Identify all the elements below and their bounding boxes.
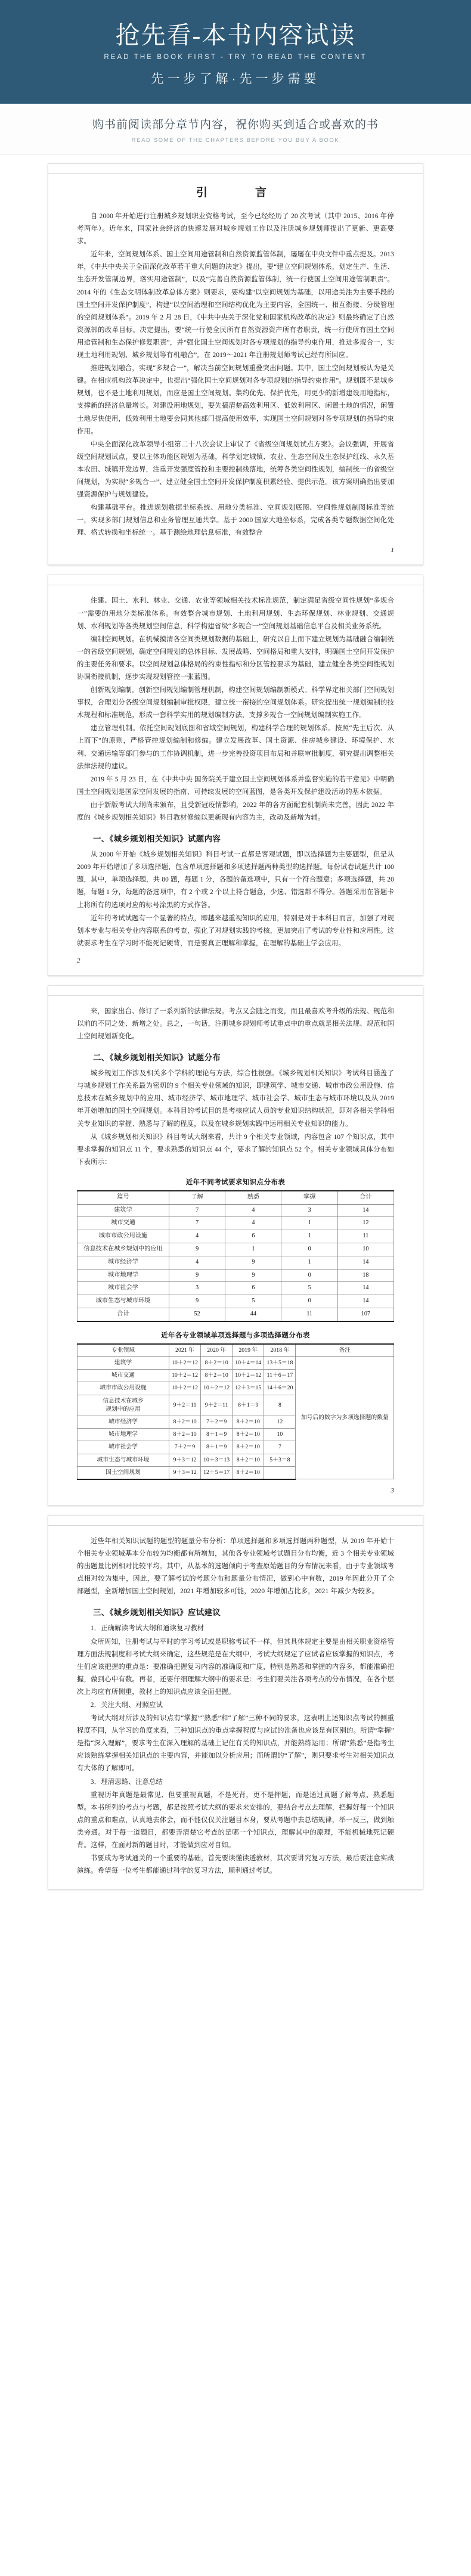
table-cell: 10 bbox=[264, 1429, 296, 1441]
banner-english-tagline: READ THE BOOK FIRST - TRY TO READ THE CONTENT bbox=[104, 54, 367, 61]
paragraph: 重视历年真题是最常见、但要重视真题，不是死背，更不是押题，而是通过真题了解考点、熟悉题型。本书所列的考点与考题，都是按照考试大纲的要求来安排的，要结合考点去理解，把握好每一个知识点的重点和难点，认真地去体会，而不能仅仅关注题目本身，要从考题中去总结规律，举一反三，做到触类旁通。对于每一道题目，都要弄清楚它考查的是哪一个知识点，理解其中的原理，不能机械地死记硬背。这样，在面对新的题目时，才能做到应对自如。 bbox=[77, 1791, 394, 1849]
document-page-1 bbox=[48, 163, 423, 565]
table-cell: 9 bbox=[225, 1269, 281, 1282]
page-top-rule bbox=[48, 173, 423, 174]
paragraph: 建立管理机制。依托空间规划底图和省域空间规划，构建科学合理的规划体系。按照“先主后次、从上而下”的原则，严格管控规划编制和修编。建立发展改革、国土资源、住房城乡建设、环境保护、水利、交通运输等部门参与的工作协调机制，进一步完善投资项目布局和并联审批制度，研究提出调整相关法律法规的建议。 bbox=[77, 725, 394, 770]
table-row-label: 城市交通 bbox=[78, 1370, 169, 1382]
table-cell: 10 bbox=[337, 1243, 393, 1256]
paragraph: 众所周知，注册考试与平时的学习考试或是职称考试不一样，但其具体规定主要是由相关职业资格管理方面法规制度和考试大纲来确定，这些规范是在大纲中，考试大纲规定了应试者应该掌握的知识点，考生们应该把握的重点是：要准确把握复习内容的准确度和广度，特别是熟悉和掌握的内容多，都能准确把握，做到心中有数。再者，还要仔细理解大纲中的要求是：考生们要关注各项考点的分布情况，在各个层次上均应有所侧重，教材上的知识点应该全面把握。 bbox=[77, 1638, 394, 1696]
section-heading: 三、《城乡规划相关知识》应试建议 bbox=[93, 1608, 221, 1618]
table-cell: 1 bbox=[281, 1230, 337, 1243]
table-cell: 3 bbox=[169, 1282, 225, 1295]
table-row-label: 城市社会学 bbox=[78, 1282, 169, 1295]
paragraph: 由于新版考试大纲尚未颁布，且受新冠疫情影响，2022 年的各方面配套机制尚未完善，因此 2022 年度的《城乡规划相关知识》科目教材修编以更新现有内容为主，改动及新增为辅。 bbox=[77, 801, 394, 822]
table-row-label: 建筑学 bbox=[78, 1204, 169, 1217]
table-row-label: 城市市政公用设施 bbox=[78, 1382, 169, 1395]
table-note-cell: 加号后的数字为多项选择题的数量 bbox=[296, 1357, 394, 1479]
section-heading: 一、《城乡规划相关知识》试题内容 bbox=[93, 834, 221, 844]
table-row-label: 城市地理学 bbox=[78, 1269, 169, 1282]
table-caption: 近年各专业领域单项选择题与多项选择题分布表 bbox=[161, 1332, 310, 1339]
paragraph: 近年的考试试题有一个显著的特点，即越来越重视知识的应用，特别是对于本科目而言，加强了对规划本专业与相关专业内容联系的考查，强化了对规划实践的考核，更加突出了考试的专业性和应用性。这就要求考生在学习时不能死记硬背，而是要真正理解和掌握，在理解的基础上学会应用。 bbox=[77, 914, 394, 947]
table-caption: 近年不同考试要求知识点分布表 bbox=[185, 1178, 286, 1186]
table-row bbox=[78, 1282, 394, 1295]
table-cell: 7＋2＝9 bbox=[201, 1416, 233, 1428]
table-cell: 5＋3＝8 bbox=[264, 1454, 296, 1466]
table-cell: 12 bbox=[337, 1217, 393, 1230]
table-column-header: 备注 bbox=[296, 1344, 394, 1357]
table-column-header: 熟悉 bbox=[225, 1191, 281, 1204]
table-column-header: 2020 年 bbox=[201, 1344, 233, 1357]
table-header-row bbox=[78, 1344, 394, 1357]
table-cell: 4 bbox=[169, 1256, 225, 1269]
table-column-header: 掌握 bbox=[281, 1191, 337, 1204]
table-row bbox=[78, 1357, 394, 1369]
table-cell: 9＋2＝11 bbox=[201, 1395, 233, 1416]
table-cell: 44 bbox=[225, 1308, 281, 1321]
table-cell: 11＋6＝17 bbox=[264, 1370, 296, 1382]
table-row bbox=[78, 1204, 394, 1217]
paragraph: 书要成为考试通关的一个重要的基础，首先要读懂读透教材，其次要讲究复习方法，最后要注意实战演练。希望每一位考生都能通过科学的复习方法，顺利通过考试。 bbox=[77, 1855, 394, 1875]
paragraph: 城乡规划工作涉及相关多个学科的理论与方法，综合性很强。《城乡规划相关知识》考试科目涵盖了与城乡规划工作关系最为密切的 9 个相关专业领域的知识，即建筑学、城市交通、城市市政公用设施、信息技术在城乡规划中的应用、城市经济学、城市地理学、城市社会学、城市生态与城市环境以及从 2019 年开始增加的国土空间规划。本科目的考试目的是考核应试人员的专业知识结构状况，即对各相关学科相关专业知识的掌握、熟悉与了解的程度，以及在城乡规划实践中运用相关专业知识的能力。 bbox=[77, 1070, 394, 1128]
table-cell: 14 bbox=[337, 1256, 393, 1269]
table-row-label: 城市经济学 bbox=[78, 1256, 169, 1269]
table-cell: 1 bbox=[281, 1256, 337, 1269]
table-cell: 9＋3＝12 bbox=[169, 1454, 200, 1466]
table-cell: 8＋1＝9 bbox=[233, 1395, 264, 1416]
table-cell: 52 bbox=[169, 1308, 225, 1321]
table-cell: 0 bbox=[281, 1269, 337, 1282]
numbered-item-label: 2．关注大纲、对照应试 bbox=[90, 1702, 163, 1709]
table-row-label: 城市生态与城市环境 bbox=[78, 1295, 169, 1308]
table-cell: 14 bbox=[337, 1295, 393, 1308]
document-page-2 bbox=[48, 575, 423, 975]
table-row bbox=[78, 1243, 394, 1256]
table-cell: 8＋2＝10 bbox=[233, 1416, 264, 1428]
table-row bbox=[78, 1308, 394, 1321]
page-top-rule bbox=[48, 1525, 423, 1526]
document-page-3 bbox=[48, 985, 423, 1506]
table-cell: 5 bbox=[281, 1282, 337, 1295]
table-cell: 10＋2＝12 bbox=[169, 1357, 200, 1369]
page-number: 1 bbox=[391, 547, 394, 554]
table-cell: 8＋2＝10 bbox=[233, 1441, 264, 1454]
section-heading: 二、《城乡规划相关知识》试题分布 bbox=[93, 1053, 221, 1063]
table-cell: 9＋2＝11 bbox=[169, 1395, 200, 1416]
table-cell: 4 bbox=[169, 1230, 225, 1243]
paragraph: 自 2000 年开始进行注册城乡规划职业资格考试，至今已经经历了 20 次考试（其中 2015、2016 年停考两年）。近年来，国家社会经济的快速发展对城乡规划工作以及注册城乡规划师提出了更新、更高要求。 bbox=[77, 213, 394, 246]
table-header-row bbox=[78, 1191, 394, 1204]
table-row-label: 城市生态与城市环境 bbox=[78, 1454, 169, 1466]
table-cell: 5 bbox=[225, 1295, 281, 1308]
paragraph: 创新规划编制。创新空间规划编制管理机制，构建空间规划编制新模式。科学界定相关部门空间规划事权，合理划分各级空间规划编制审批权限，建立统一衔接的空间规划体系。研究提出统一规划编制的技术规程和标准规范，形成一套科学实用的规划编制方法，支撑多规合一空间规划编制实施工作。 bbox=[77, 687, 394, 719]
paragraph: 来，国家出台、修订了一系列新的法律法规。考点又会随之而变，而且最喜欢考升级的法规、规范和以前的不同之处、新增之处。总之，一句话，注册城乡规划师考试重点中的重点就是相关法规、规范和国土空间规划新变化。 bbox=[77, 1007, 394, 1041]
banner-subtitle: 先一步了解·先一步需要 bbox=[151, 72, 320, 86]
paragraph: 编制空间规划。在机械摸清各空间类规划数据的基础上，研究以自上而下建立规划为基础融合编制统一的省级空间规划，确定空间规划的总体目标、发展战略、空间格局和重大安排，明确国土空间开发保护的主要任务和要求。以空间规划总体格局的约束性指标和分区管控要求为基础，建立健全各类空间性规划协调衔接机制，逐步实现规划管控一张蓝图。 bbox=[77, 635, 394, 681]
table-cell: 9＋3＝12 bbox=[169, 1466, 200, 1479]
document-pages-container bbox=[0, 155, 471, 1910]
table-cell: 11 bbox=[281, 1308, 337, 1321]
table-cell: 8＋1＝9 bbox=[201, 1441, 233, 1454]
table-cell: 3 bbox=[281, 1204, 337, 1217]
table-cell: 10＋2＝12 bbox=[233, 1370, 264, 1382]
table-row-label: 建筑学 bbox=[78, 1357, 169, 1369]
table-cell: 10＋4＝14 bbox=[233, 1357, 264, 1369]
table-row-label: 国土空间规划 bbox=[78, 1466, 169, 1479]
table-cell: 8 bbox=[264, 1395, 296, 1416]
paragraph: 近些年相关知识试题的题型的题量分布分析：单项选择题和多项选择题两种题型，从 2019 年开始十个相关专业领域基本分布较为均衡都有所增加，其他各专业领域考试题目分布均衡，近 3 个相关专业领域的出题量比例相对比较平均。其中，从基本的选题倾向于考查原始题目的分布情况来看，由于专业领域考点相对较为集中，因此，要了解考试的考题分布和题量分布情况，做到心中有数，2019 年因此分开了全部题型，全新增加国土空间规划，2021 年增加较多可能，2020 年增加占比多，2021 年减少为较多。 bbox=[77, 1537, 394, 1596]
banner-title: 抢先看-本书内容试读 bbox=[115, 21, 356, 49]
page-title: 引 言 bbox=[196, 187, 275, 200]
table-cell: 12＋5＝17 bbox=[201, 1466, 233, 1479]
table-cell: 9 bbox=[169, 1295, 225, 1308]
page-banner bbox=[0, 0, 471, 104]
question-type-distribution-table bbox=[77, 1343, 394, 1480]
table-cell: 7＋2＝9 bbox=[169, 1441, 200, 1454]
numbered-item-label: 1．正确解读考试大纲和通读复习教材 bbox=[90, 1625, 204, 1632]
table-cell: 11 bbox=[337, 1230, 393, 1243]
table-cell: 14 bbox=[337, 1282, 393, 1295]
table-row-label: 信息技术在城乡规划中的应用 bbox=[78, 1243, 169, 1256]
table-column-header: 2018 年 bbox=[264, 1344, 296, 1357]
table-cell: 9 bbox=[169, 1269, 225, 1282]
table-cell: 4 bbox=[225, 1217, 281, 1230]
table-cell: 7 bbox=[264, 1441, 296, 1454]
promo-english-text: READ SOME OF THE CHAPTERS BEFORE YOU BUY A BOOK bbox=[131, 137, 340, 144]
table-row-label: 城市地理学 bbox=[78, 1429, 169, 1441]
table-cell: 8＋2＝10 bbox=[201, 1370, 233, 1382]
paragraph: 中央全面深化改革领导小组第二十八次会议上审议了《省级空间规划试点方案》。会议强调，开展省级空间规划试点，要以主体功能区规划为基础，科学划定城镇、农业、生态空间及生态保护红线、永久基本农田、城镇开发边界，注重开发强度管控和主要控制线落地，统筹各类空间性规划，编制统一的省级空间规划，为实现“多规合一”、建立健全国土空间开发保护制度积累经验、提供示范。该方案明确指出要加强资源保护与规划建设。 bbox=[77, 440, 394, 499]
table-cell: 9 bbox=[225, 1256, 281, 1269]
page-number: 2 bbox=[77, 957, 80, 964]
page-top-rule bbox=[48, 995, 423, 996]
document-page-4 bbox=[48, 1515, 423, 1889]
table-cell: 1 bbox=[281, 1217, 337, 1230]
table-column-header: 专业领域 bbox=[78, 1344, 169, 1357]
table-cell: 8＋2＝10 bbox=[169, 1429, 200, 1441]
table-row bbox=[78, 1230, 394, 1243]
table-cell: 7 bbox=[169, 1204, 225, 1217]
table-column-header: 2021 年 bbox=[169, 1344, 200, 1357]
table-cell: 14＋6＝20 bbox=[264, 1382, 296, 1395]
table-cell: 8＋2＝10 bbox=[233, 1466, 264, 1479]
table-cell: 10＋2＝12 bbox=[169, 1382, 200, 1395]
table-row bbox=[78, 1217, 394, 1230]
table-cell: 6 bbox=[225, 1282, 281, 1295]
table-cell: 10＋2＝12 bbox=[169, 1370, 200, 1382]
table-cell: 18 bbox=[337, 1269, 393, 1282]
paragraph: 2019 年 5 月 23 日，在《中共中央 国务院关于建立国土空间规划体系并监督实施的若干意见》中明确国土空间规划是国家空间发展的指南、可持续发展的空间蓝图，是各类开发保护建设活动的基本依据。 bbox=[77, 775, 394, 796]
table-row-label: 城市经济学 bbox=[78, 1416, 169, 1428]
paragraph: 从 2000 年开始《城乡规划相关知识》科目考试一直都是客观试题，即以选择题为主要题型，但是从 2009 年开始增加了多项选择题，包含单项选择题和多项选择题两种类型的选择题。每份试卷试题共计 100 题，其中，单项选择题，共 80 题，每题 1 分，各题的备选项中，只有一个符合题意；多项选择题，共 20 题，每题 1 分，每题的备选项中，有 2 个或 2 个以上符合题意，少选、错选都不得分。答题采用在答题卡上将所有的选项对应的标号涂黑的方式作答。 bbox=[77, 851, 394, 909]
knowledge-point-distribution-table bbox=[77, 1190, 394, 1322]
table-cell: 8＋2＝10 bbox=[201, 1357, 233, 1369]
table-cell: 4 bbox=[225, 1204, 281, 1217]
table-column-header: 了解 bbox=[169, 1191, 225, 1204]
table-row-label: 城市市政公用设施 bbox=[78, 1230, 169, 1243]
table-cell: 1 bbox=[225, 1243, 281, 1256]
table-cell: 10＋3＝13 bbox=[201, 1454, 233, 1466]
table-cell: 12＋3＝15 bbox=[233, 1382, 264, 1395]
table-cell: 6 bbox=[225, 1230, 281, 1243]
table-cell: 9 bbox=[169, 1243, 225, 1256]
table-row bbox=[78, 1269, 394, 1282]
paragraph: 考试大纲对所涉及的知识点有“掌握”“熟悉”和“了解”三种不同的要求，这表明上述知识点考试的侧重程度不同，从学习的角度来看，三种知识点的重点掌握程度与应试的准备也应该是有区别的。所谓“掌握”是指“深入理解”，要求考生在深入理解的基础上记住有关的知识点，并能熟练运用；所谓“熟悉”是指考生应该熟练掌握相关知识点的主要内容，并能加以分析应用；而所谓的“了解”，则只要求考生对相关知识点有大体的了解即可。 bbox=[77, 1715, 394, 1773]
table-cell: 10＋2＝12 bbox=[201, 1382, 233, 1395]
table-column-header: 2019 年 bbox=[233, 1344, 264, 1357]
table-cell: 7 bbox=[169, 1217, 225, 1230]
table-cell: 0 bbox=[281, 1295, 337, 1308]
table-cell: 13＋5＝18 bbox=[264, 1357, 296, 1369]
table-cell: 0 bbox=[281, 1243, 337, 1256]
table-row-label: 合计 bbox=[78, 1308, 169, 1321]
table-cell: 107 bbox=[337, 1308, 393, 1321]
table-row bbox=[78, 1256, 394, 1269]
promo-chinese-text: 购书前阅读部分章节内容，祝你购买到适合或喜欢的书 bbox=[92, 119, 379, 132]
table-cell: 8＋2＝10 bbox=[169, 1416, 200, 1428]
page-number: 3 bbox=[391, 1486, 394, 1494]
table-row-label: 城市社会学 bbox=[78, 1441, 169, 1454]
table-column-header: 篇号 bbox=[78, 1191, 169, 1204]
table-row bbox=[78, 1295, 394, 1308]
table-cell: 14 bbox=[337, 1204, 393, 1217]
paragraph: 从《城乡规划相关知识》科目考试大纲来看，共计 9 个相关专业领域，内容包含 107 个知识点，其中要求掌握的知识点 11 个，要求熟悉的知识点 44 个，要求了解的知识点 52 个。相关专业领域具体分布如下表所示： bbox=[77, 1133, 394, 1166]
numbered-item-label: 3．理清思路、注意总结 bbox=[90, 1778, 163, 1786]
table-column-header: 合计 bbox=[337, 1191, 393, 1204]
table-cell: 8＋1＝9 bbox=[201, 1429, 233, 1441]
paragraph: 近年来，空间规划体系、国土空间用途管制和自然资源监管体制，屡屡在中央文件中重点提及。2013 年，《中共中央关于全面深化改革若干重大问题的决定》提出，要“建立空间规划体系，划定生产、生活、生态开发管制边界，落实用途管制”，以及“完善自然资源监管体制，统一行使国土空间用途管制职责”。2014 年的《生态文明体制改革总体方案》则要求，要构建“以空间规划为基础，以用途关注为主要手段的国土空间开发保护制度”，构建“以空间治理和空间结构优化为主要内容，全国统一、相互衔接、分级管理的空间规划体系”。2019 年 2 月 28 日，《中共中央关于深化党和国家机构改革的决定》则最终确定了自然资源部的改革目标。决定提出，要“统一行使全民所有自然资源资产所有者职责，统一行使所有国土空间用途管制和生态保护修复职责”，并“强化国土空间规划对各专项规划的指导约束作用，推进多规合一，实现土地利用规划、城乡规划等有机融合”。在 2019～2021 年注册规划师考试已经有所回应。 bbox=[77, 251, 394, 359]
paragraph: 住建、国土、水利、林业、交通、农业等领域相关技术标准规范，制定满足省级空间性规划“多规合一”需要的用地分类标准体系。有效整合城市规划、土地利用规划、生态环保规划、林业规划、交通规划、水利规划等各类规划空间信息，科学构建省级“多规合一”空间规划基础信息平台及相关业务系统。 bbox=[77, 597, 394, 630]
table-cell: 8＋2＝10 bbox=[233, 1429, 264, 1441]
table-cell bbox=[264, 1466, 296, 1479]
table-row-label: 信息技术在城乡 规划中的应用 bbox=[78, 1395, 169, 1416]
paragraph: 构建基础平台。推进规划数据坐标系统、用地分类标准、空间规划底图、空间性规划制图标准等统一，实现多部门规划信息和业务管理互通共享。基于 2000 国家大地坐标系，完成各类专题数据空间化处理、格式转换和坐标统一。基于测绘地理信息标准，有效整合 bbox=[77, 504, 394, 537]
paragraph: 推进规划融合，实现“多规合一”，解决当前空间规划重叠突出问题。其中，国土空间规划被认为是关键。在相应机构改革决定中，也提出“强化国土空间规划对各专项规划的指导约束作用”。规划既不是城乡规划，也不是土地利用规划，而应是国土空间规划。集约优先、保护优先，用更少的新增建设用地指标，支撑新的经济总量增长。对建设用地规划，要先搞清楚高效利用区、低效利用区、闲置土地的情况，闲置土地尽快使用，低效利用土地要会同其他部门提高使用效率，实现国土空间规划对各专项规划的指导约束作用。 bbox=[77, 365, 394, 435]
table-cell: 8＋2＝10 bbox=[233, 1454, 264, 1466]
table-row-label: 城市交通 bbox=[78, 1217, 169, 1230]
table-cell: 12 bbox=[264, 1416, 296, 1428]
promo-strip bbox=[0, 104, 471, 155]
